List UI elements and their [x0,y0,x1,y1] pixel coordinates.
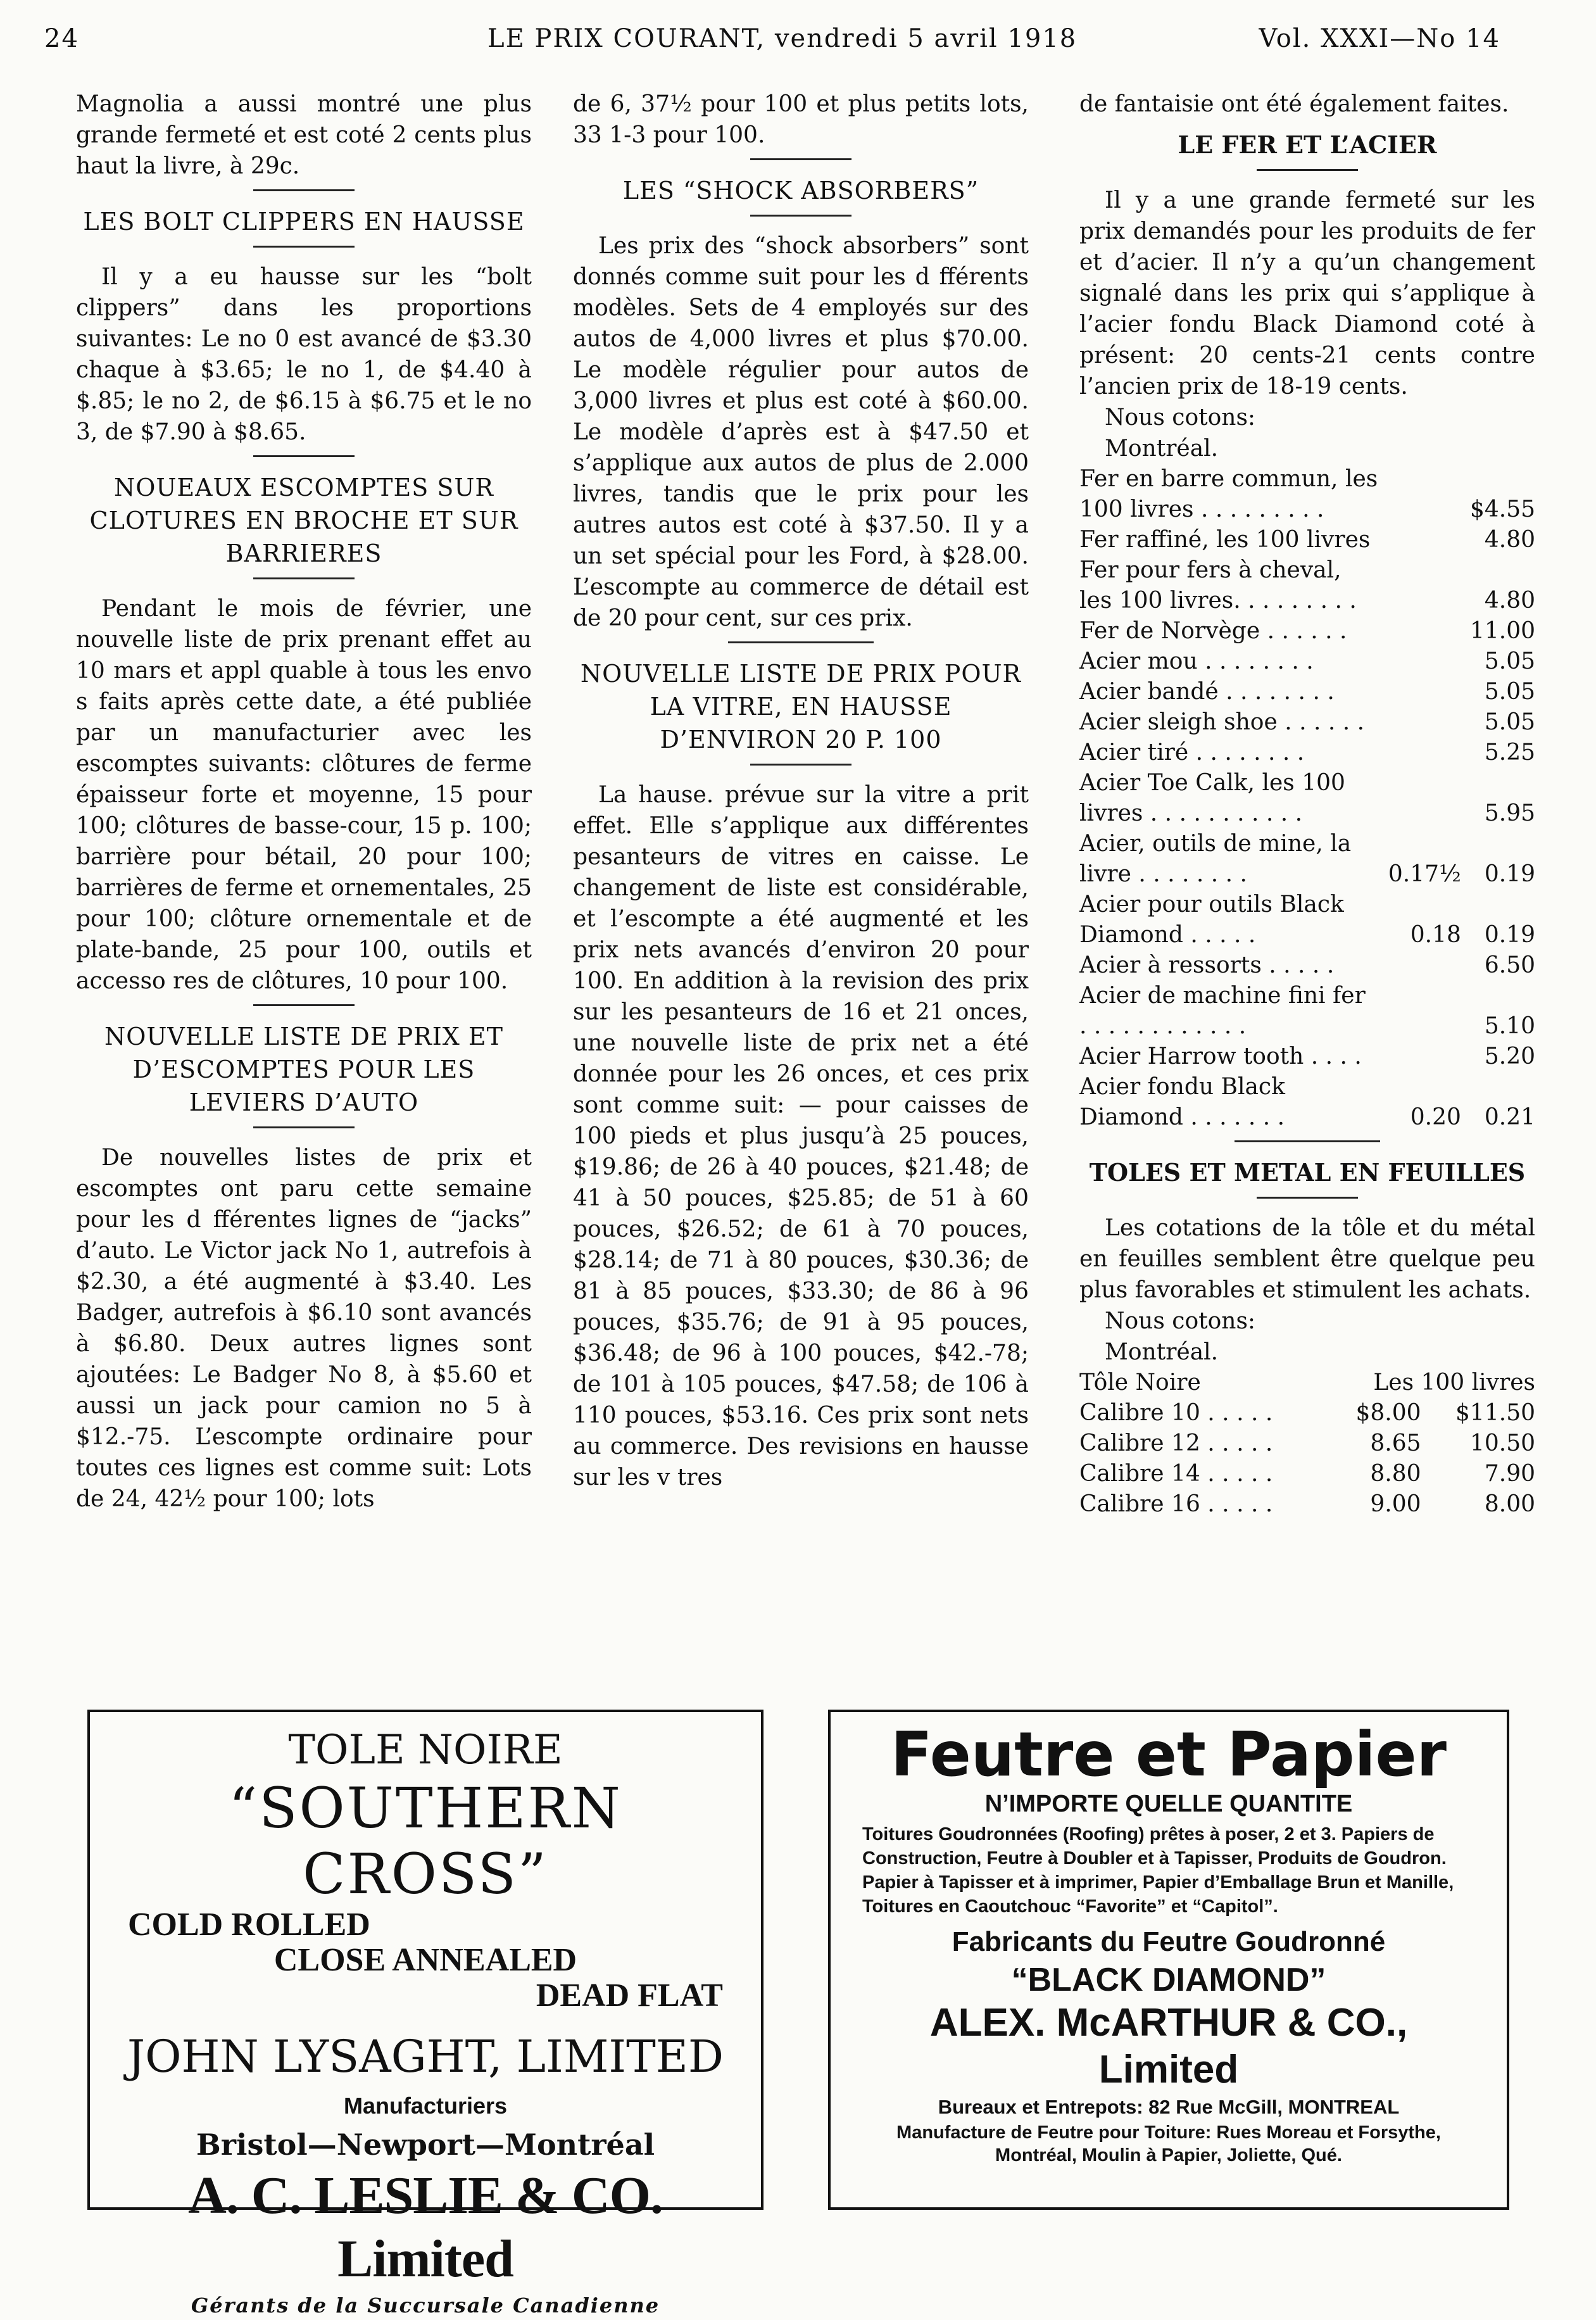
paragraph: Pendant le mois de février, une nouvelle liste de prix prenant effet au 10 mars et appl quable à tous les envo s faits après cette date, a été publiée par un manufacturier avec les escomptes suivants: clôtures de ferme épaisseur forte et moyenne, 15 pour 100; clôtures de basse-cour, 15 p. 100; barrière pour bétail, 20 pour 100; barrières de ferme et ornementales, 25 pour 100; clôture ornementale et de plate-bande, 25 pour 100, outils et accesso res de clôtures, 10 pour 100. [76,596,532,994]
ad-company: ALEX. McARTHUR & CO., Limited [929,2001,1408,2091]
section-heading: NOUVELLE LISTE DE PRIX ET D’ESCOMPTES POUR LES LEVIERS D’AUTO [104,1023,504,1116]
sheet-item: Calibre 16 . . . . . [1079,1491,1273,1517]
price-value-1 [1379,768,1461,829]
price-value-2: 4.80 [1484,588,1535,614]
sheet-metal-price-table [1079,1368,1535,1520]
sheet-unit: Les 100 livres [1373,1370,1535,1396]
price-value-1 [1379,738,1461,768]
table-row [1079,768,1535,829]
price-value-2: 0.21 [1484,1104,1535,1130]
page-header [44,24,1500,68]
table-row [1079,1489,1535,1520]
paragraph: de fantaisie ont été également faites. [1079,91,1509,117]
table-row [1079,1398,1535,1428]
table-row [1079,525,1535,555]
quote-intro: Nous cotons: [1105,405,1256,431]
divider [750,215,851,217]
table-row [1079,677,1535,707]
sheet-item: Calibre 12 . . . . . [1079,1430,1273,1456]
price-item: Acier Harrow tooth . . . . [1079,1043,1362,1069]
price-value-1 [1379,950,1461,981]
price-value-1 [1379,616,1461,646]
price-value-2: 5.20 [1484,1043,1535,1069]
ad-line: N’IMPORTE QUELLE QUANTITE [984,1791,1353,1817]
column-3 [1079,89,1535,1691]
price-value-2: 5.05 [1484,648,1535,674]
ad-address: Bureaux et Entrepots: 82 Rue McGill, MONTREAL [938,2096,1400,2118]
price-item: Acier bandé . . . . . . . . [1079,679,1335,705]
ad-line: Manufacturiers [343,2093,508,2119]
table-header-row [1079,1368,1535,1398]
price-item: Fer de Norvège . . . . . . [1079,618,1347,644]
price-value-2: 5.25 [1484,740,1535,766]
ad-line: Manufacture de Feutre pour Toiture: Rues Moreau et Forsythe, Montréal, Moulin à Papier, Joliette, Qué. [896,2122,1441,2166]
price-item: Acier pour outils Black Diamond . . . . . [1079,892,1344,948]
section-heading: TOLES ET METAL EN FEUILLES [1089,1158,1526,1187]
price-item: Acier de machine fini fer . . . . . . . . . . . . [1079,983,1366,1039]
paragraph: Il y a une grande fermeté sur les prix demandés pour les produits de fer et d’acier. Il n’y a qu’un changement signalé dans les prix qui s’applique à l’acier fondu Black Diamond coté à présent: 20 cents-21 cents contre l’ancien prix de 18-19 cents. [1079,187,1535,400]
ad-line: Gérants de la Succursale Canadienne [191,2293,660,2317]
price-value-2: 5.95 [1484,800,1535,826]
table-row [1079,981,1535,1042]
divider [253,577,355,579]
ad-company: JOHN LYSAGHT, LIMITED [127,2031,724,2083]
price-value-2: $4.55 [1469,496,1535,522]
city-label: Montréal. [1105,1339,1219,1365]
divider [750,764,851,766]
sheet-price: 8.80 [1370,1461,1421,1487]
divider [1235,1140,1380,1142]
price-value-1 [1379,464,1461,525]
ad-brand: “BLACK DIAMOND” [1011,1962,1326,1998]
sheet-price: 7.90 [1484,1461,1535,1487]
section-heading: NOUEAUX ESCOMPTES SUR CLOTURES EN BROCHE ET SUR BARRIERES [89,474,518,567]
price-item: Acier sleigh shoe . . . . . . [1079,709,1365,735]
divider [1257,169,1358,171]
section-heading: LES BOLT CLIPPERS EN HAUSSE [83,208,525,236]
price-item: Acier fondu Black Diamond . . . . . . . [1079,1074,1285,1130]
page-number: 24 [44,24,79,53]
advertisement-feutre-papier [828,1710,1509,2210]
price-item: Fer pour fers à cheval, les 100 livres. . . . . . . . . [1079,557,1357,614]
sheet-price: 9.00 [1370,1491,1421,1517]
sheet-price: 8.65 [1370,1430,1421,1456]
section-heading: LES “SHOCK ABSORBERS” [622,177,979,205]
price-value-2: 5.10 [1484,1013,1535,1039]
city-label: Montréal. [1105,436,1219,462]
price-value-2: 5.05 [1484,709,1535,735]
paragraph: La hause. prévue sur la vitre a prit effet. Elle s’applique aux différentes pesanteurs de vitres en caisse. Le changement de liste est considérable, et l’escompte a été augmenté et les prix nets avancés d’environ 20 pour 100. En addition à la revision des prix sur les pesanteurs de 16 et 21 onces, une nouvelle liste de prix net a été donnée pour les 26 onces, et ces prix sont comme suit: — pour caisses de 100 pieds et plus jusqu’à 25 pouces, $19.86; de 26 à 40 pouces, $21.48; de 41 à 50 pouces, $25.85; de 51 à 60 pouces, $26.52; de 61 à 70 pouces, $28.14; de 71 à 80 pouces, $30.36; de 81 à 85 pouces, $33.30; de 86 à 96 pouces, $35.76; de 91 à 95 pouces, $36.48; de 96 à 100 pouces, $42.-78; de 101 à 105 pouces, $47.58; de 106 à 110 pouces, $53.16. Ces prix sont nets au commerce. Des revisions en hausse sur les v tres [573,782,1029,1491]
table-row [1079,616,1535,646]
sheet-price: $11.50 [1455,1400,1535,1426]
sheet-price: 8.00 [1484,1491,1535,1517]
price-item: Acier à ressorts . . . . . [1079,952,1335,978]
price-value-2: 11.00 [1469,618,1535,644]
column-2 [573,89,1029,1691]
table-row [1079,707,1535,738]
table-row [1079,738,1535,768]
divider [253,246,355,248]
volume-number: Vol. XXXI—No 14 [1259,24,1500,53]
ad-line: DEAD FLAT [536,1977,723,2014]
table-row [1079,646,1535,677]
table-row [1079,1042,1535,1072]
ad-headline: Feutre et Papier [891,1719,1447,1790]
publication-title: LE PRIX COURANT, vendredi 5 avril 1918 [487,24,1078,53]
quote-intro: Nous cotons: [1105,1308,1256,1334]
price-value-1: 0.20 [1410,1104,1461,1130]
price-value-1: 0.17½ [1388,861,1461,887]
advertisement-southern-cross [87,1710,763,2317]
paragraph: De nouvelles listes de prix et escomptes ont paru cette semaine pour les d fférentes lignes de “jacks” d’auto. Le Victor jack No 1, autrefois à $2.30, a été augmenté à $3.40. Les Badger, autrefois à $6.10 sont avancés à $6.80. Deux autres lignes sont ajoutées: Le Badger No 8, à $5.60 et aussi un jack pour camion no 5 à $12.-75. L’escompte ordinaire pour toutes ces lignes est comme suit: Lots de 24, 42½ pour 100; lots [76,1145,532,1512]
price-value-1 [1379,981,1461,1042]
price-value-1 [1379,707,1461,738]
paragraph: Les cotations de la tôle et du métal en feuilles semblent être quelque peu plus favorables et stimulent les achats. [1079,1215,1535,1303]
table-row [1079,464,1535,525]
table-row [1079,829,1535,890]
column-1 [76,89,532,1691]
price-item: Acier, outils de mine, la livre . . . . . . . . [1079,831,1352,887]
price-value-1: 0.18 [1410,922,1461,948]
price-value-1 [1379,1042,1461,1072]
divider [1257,1197,1358,1199]
ad-line: TOLE NOIRE [288,1727,563,1774]
price-value-2: 6.50 [1484,952,1535,978]
ad-line: CLOSE ANNEALED [273,1942,577,1978]
section-heading: LE FER ET L’ACIER [1178,130,1437,159]
divider [253,455,355,457]
sheet-item: Calibre 14 . . . . . [1079,1461,1273,1487]
paragraph: de 6, 37½ pour 100 et plus petits lots, 33 1-3 pour 100. [573,91,1029,148]
price-value-2: 0.19 [1484,922,1535,948]
paragraph: Magnolia a aussi montré une plus grande fermeté et est coté 2 cents plus haut la livre, à 29c. [76,91,532,179]
ad-line: Bristol—Newport—Montréal [196,2128,655,2162]
price-value-1 [1379,646,1461,677]
price-value-1 [1379,555,1461,616]
iron-steel-price-table [1079,464,1535,1133]
sheet-label: Tôle Noire [1079,1370,1201,1396]
price-value-2: 0.19 [1484,861,1535,887]
sheet-item: Calibre 10 . . . . . [1079,1400,1273,1426]
divider [253,1126,355,1128]
divider [253,189,355,191]
divider [728,641,874,643]
section-heading: NOUVELLE LISTE DE PRIX POUR LA VITRE, EN HAUSSE D’ENVIRON 20 P. 100 [580,660,1022,753]
price-item: Acier tiré . . . . . . . . [1079,740,1305,766]
sheet-price: 10.50 [1469,1430,1535,1456]
price-item: Acier mou . . . . . . . . [1079,648,1314,674]
ad-line: Fabricants du Feutre Goudronné [952,1926,1386,1957]
table-row [1079,950,1535,981]
price-item: Acier Toe Calk, les 100 livres . . . . . . . . . . . [1079,770,1345,826]
table-row [1079,1428,1535,1459]
price-value-1 [1379,677,1461,707]
divider [750,158,851,160]
divider [253,1004,355,1006]
paragraph: Il y a eu hausse sur les “bolt clippers” dans les proportions suivantes: Le no 0 est avancé de $3.30 chaque à $3.65; le no 1, de $4.40 à $.85; le no 2, de $6.15 à $6.75 et le no 3, de $7.90 à $8.65. [76,264,532,445]
price-item: Fer raffiné, les 100 livres [1079,527,1371,553]
table-row [1079,555,1535,616]
ad-company: A. C. LESLIE & CO. Limited [188,2166,663,2288]
ad-brand: “SOUTHERN CROSS” [229,1775,622,1907]
ad-line: COLD ROLLED [128,1907,370,1943]
paragraph: Les prix des “shock absorbers” sont donnés comme suit pour les d fférents modèles. Sets de 4 employés sur des autos de 4,000 livres et plus $70.00. Le modèle régulier pour autos de 3,000 livres et plus est coté à $60.00. Le modèle d’après est à $47.50 et s’applique aux autos de plus de 2.000 livres, tandis que le prix pour les autres autos est coté à $37.50. Il y a un set spécial pour les Ford, à $28.00. L’escompte au commerce de détail est de 20 pour cent, sur ces prix. [573,233,1029,631]
price-value-1 [1379,525,1461,555]
price-value-2: 5.05 [1484,679,1535,705]
ad-body: Toitures Goudronnées (Roofing) prêtes à poser, 2 et 3. Papiers de Construction, Feutre à Doubler et à Tapisser, Produits de Goudron. Papier à Tapisser et à imprimer, Papier d’Emballage Brun et Manille, Toitures en Caoutchouc “Favorite” et “Capitol”. [862,1824,1454,1917]
table-row [1079,1072,1535,1133]
price-value-2: 4.80 [1484,527,1535,553]
table-row [1079,890,1535,950]
price-item: Fer en barre commun, les 100 livres . . . . . . . . . [1079,466,1378,522]
table-row [1079,1459,1535,1489]
sheet-price: $8.00 [1355,1400,1421,1426]
